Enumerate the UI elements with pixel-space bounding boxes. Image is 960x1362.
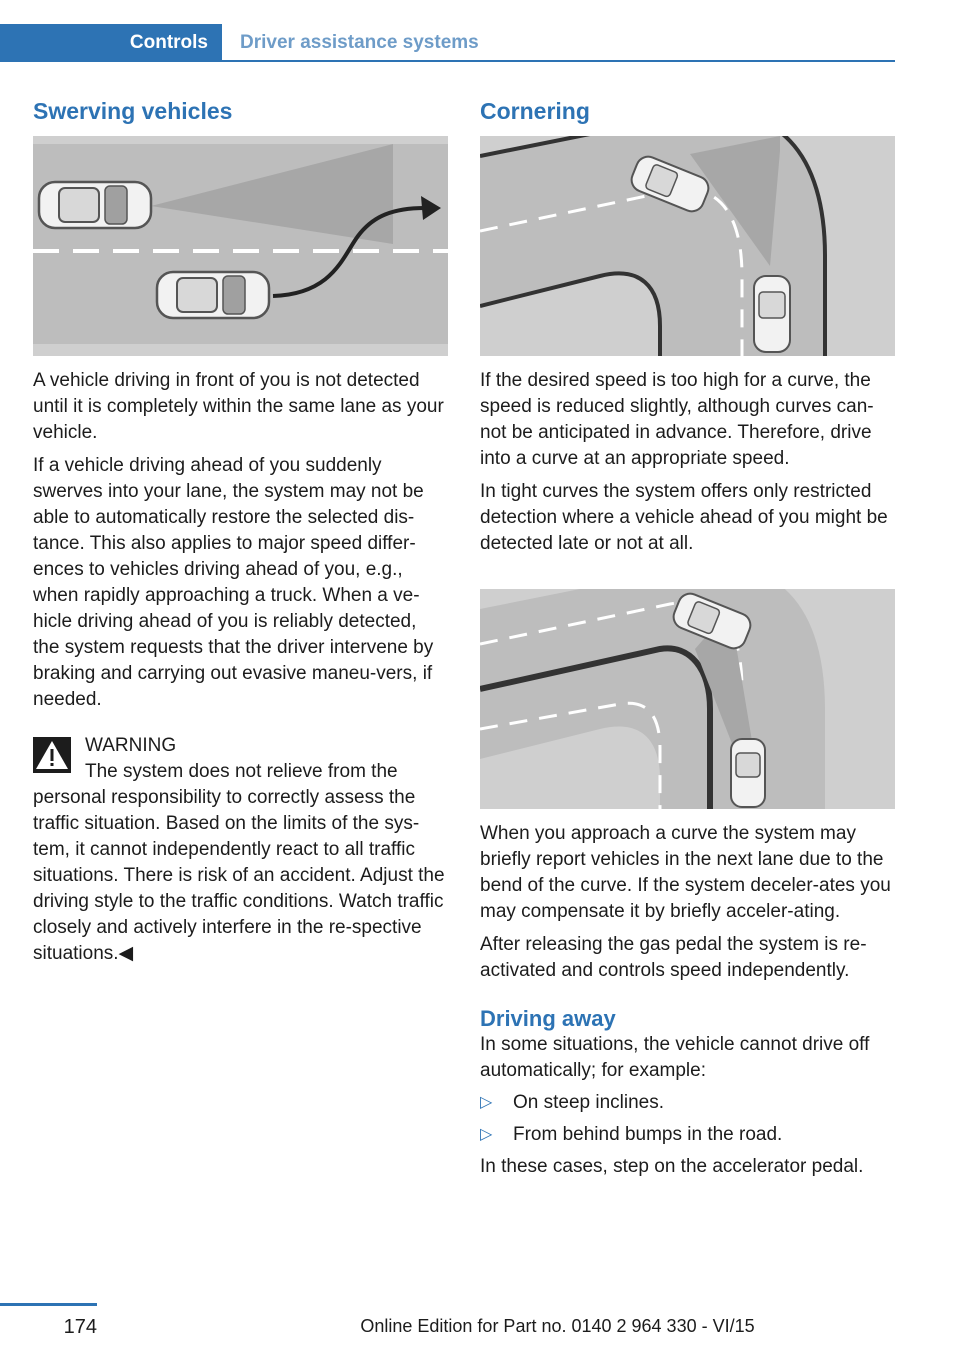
driving-away-intro: In some situations, the vehicle cannot drive off automatically; for example: (480, 1034, 870, 1081)
own-car-icon (157, 272, 269, 318)
own-car-icon (754, 276, 790, 352)
warning-block (33, 733, 448, 967)
footer-edition: Online Edition for Part no. 0140 2 964 330 - VI/15 (360, 1316, 755, 1336)
header-section-title: Driver assistance systems (240, 32, 479, 53)
warning-triangle-icon (33, 737, 71, 773)
swerving-paragraph-1: A vehicle driving in front of you is not detected until it is completely within the same lane as your vehicle. (33, 370, 444, 443)
warning-title: WARNING (85, 735, 177, 756)
cornering-paragraph-2: In tight curves the system offers only restricted detection where a vehicle ahead of you might be detected late or not at all. (480, 481, 888, 554)
header-chapter-label: Controls (129, 32, 208, 53)
own-car-icon (731, 739, 765, 807)
driving-away-closing: In these cases, step on the accelerator pedal. (480, 1156, 864, 1177)
header-chapter-tab (0, 24, 222, 62)
bullet-triangle-icon: ▷ (480, 1126, 493, 1143)
page-header (0, 24, 895, 62)
cornering-illustration-1 (480, 136, 895, 356)
bullet-triangle-icon: ▷ (480, 1094, 493, 1111)
cornering-paragraph-4: After releasing the gas pedal the system is re-activated and controls speed independently. (480, 934, 867, 981)
lead-car-icon (39, 182, 151, 228)
list-item: ▷ From behind bumps in the road. (480, 1122, 895, 1148)
cornering-paragraph-3: When you approach a curve the system may briefly report vehicles in the next lane due to the bend of the curve. If the system deceler-ates you may compensate it by briefly acceler-ating. (480, 823, 891, 922)
left-column (33, 96, 448, 967)
swerving-vehicles-heading: Swerving vehicles (33, 98, 233, 124)
cornering-illustration-2 (480, 589, 895, 809)
header-rule (222, 60, 895, 62)
list-item: ▷ On steep inclines. (480, 1090, 895, 1116)
cornering-heading: Cornering (480, 98, 590, 124)
warning-text: The system does not relieve from the personal responsibility to correctly assess the traffic situation. Based on the limits of the sys-tem, it cannot independently react to all traffic situations. There is risk of an accident. Adjust the driving style to the traffic conditions. Watch traffic closely and actively interfere in the re-spective situations.◀ (33, 761, 445, 964)
right-column (480, 96, 895, 1180)
footer-rule (0, 1303, 97, 1306)
cornering-paragraph-1: If the desired speed is too high for a curve, the speed is reduced slightly, although curves can-not be anticipated in advance. Therefore, drive into a curve at an appropriate speed. (480, 370, 874, 469)
driving-away-list (480, 1090, 895, 1148)
swerving-vehicles-illustration (33, 136, 448, 356)
swerving-paragraph-2: If a vehicle driving ahead of you suddenly swerves into your lane, the system may not be able to automatically restore the selected dis-tance. This also applies to major speed differ-ences to vehicles driving ahead of you, e.g., when rapidly approaching a truck. When a ve-hicle driving ahead of you is reliably detected, the system requests that the driver intervene by braking and carrying out evasive maneu-vers, if needed. (33, 455, 434, 710)
driving-away-heading: Driving away (480, 1006, 616, 1031)
page-number: 174 (63, 1316, 97, 1338)
